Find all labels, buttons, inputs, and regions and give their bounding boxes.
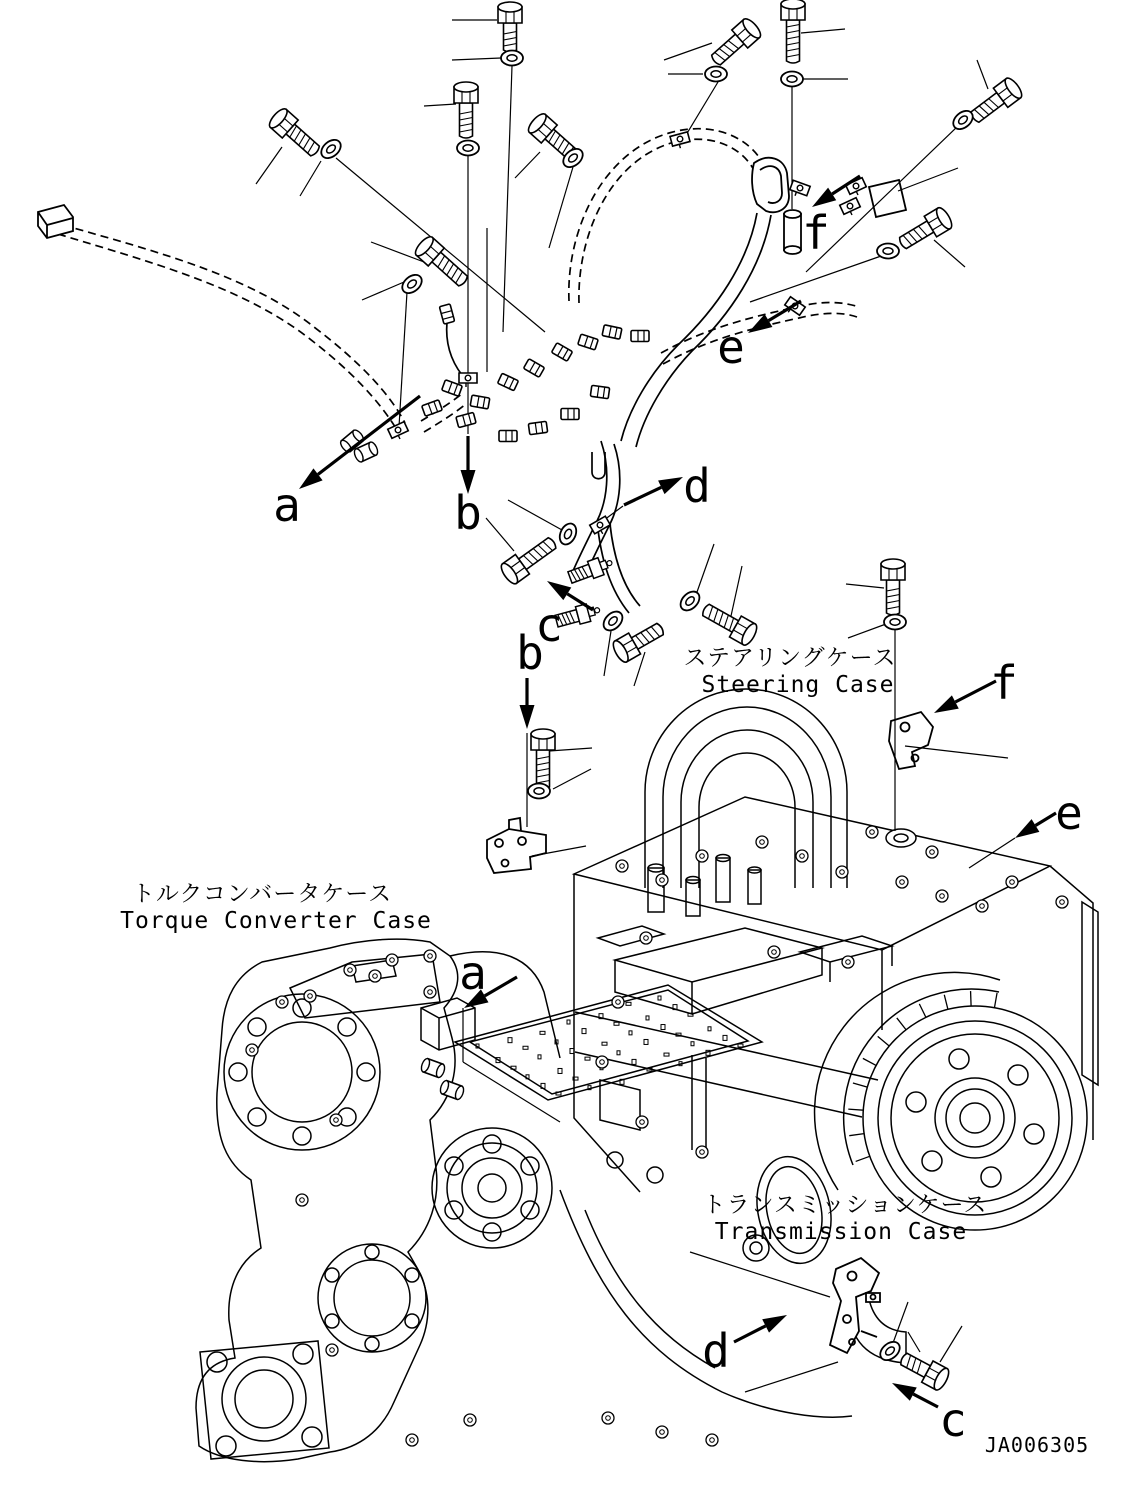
bolt-head-dot: [304, 990, 316, 1002]
bolt-head-dot: [756, 836, 768, 848]
bolt-icon: [895, 205, 954, 254]
steering-case-arch: [645, 689, 847, 888]
callout-letter: d: [683, 459, 711, 513]
connector-icon: [470, 395, 490, 409]
callout-letter: e: [717, 320, 745, 374]
bolt-head-dot: [926, 846, 938, 858]
leader-line: [940, 1326, 962, 1362]
callout-letter: f: [802, 206, 830, 260]
perforation-dot: [556, 1092, 561, 1095]
connector-icon: [498, 373, 519, 391]
bolt-head-dot: [1056, 896, 1068, 908]
leader-line: [452, 58, 501, 60]
bolt-icon: [498, 532, 560, 586]
gear-tick: [994, 993, 997, 1008]
washer-icon: [677, 588, 703, 614]
callout-arrow-shaft: [1035, 813, 1056, 826]
perforation-dot: [523, 1046, 528, 1049]
transmission-case-label-jp: トランスミッションケース: [702, 1192, 988, 1218]
washer-icon: [557, 521, 580, 547]
leader-line: [486, 518, 514, 551]
connector-icon: [528, 421, 547, 434]
washer-icon: [884, 615, 906, 630]
callout-arrow-shaft: [913, 1394, 938, 1407]
gear-tick: [863, 1058, 876, 1065]
callout-arrow-shaft: [624, 487, 661, 505]
bolt-head-dot: [369, 970, 381, 982]
callout-arrow-head: [812, 188, 836, 207]
washer-icon: [781, 72, 803, 87]
leader-line: [898, 168, 958, 191]
callout-arrow-head: [658, 477, 683, 494]
gear-tick: [856, 1156, 870, 1161]
bolt-head-dot: [706, 1434, 718, 1446]
bracket-d-tail: [861, 1331, 877, 1337]
perforation-dot: [658, 996, 661, 1000]
callout-arrow-head: [762, 1315, 787, 1333]
connector-icon: [523, 359, 544, 378]
bolt-head-dot: [1006, 876, 1018, 888]
gear-tick: [944, 995, 948, 1010]
static-parts: [38, 158, 933, 1353]
bolt-head-dot: [326, 1344, 338, 1356]
perforation-dot: [508, 1038, 512, 1043]
gear-tick: [897, 1018, 906, 1030]
perforation-dot: [617, 1051, 620, 1055]
callout-arrow-shaft: [485, 977, 517, 996]
bolt-head-dot: [896, 876, 908, 888]
leader-line: [256, 147, 282, 184]
callout-arrow-head: [1015, 819, 1039, 838]
perforation-dot: [567, 1020, 570, 1024]
perforation-dot: [691, 1042, 694, 1046]
callout-arrow-head: [934, 695, 959, 713]
callout-arrow-shaft: [734, 1326, 766, 1342]
fasteners: [267, 0, 1025, 1392]
bolt-head-dot: [936, 890, 948, 902]
leader-line: [515, 152, 540, 178]
bolt-head-dot: [616, 860, 628, 872]
gear-tick: [849, 1134, 864, 1136]
leader-line: [549, 167, 573, 248]
bolt-head-dot: [246, 1044, 258, 1056]
callout-letter: d: [702, 1324, 730, 1378]
leader-line: [300, 161, 321, 196]
leader-line: [908, 1332, 920, 1352]
bolt-head-dot: [344, 964, 356, 976]
connector-icon: [439, 304, 454, 324]
leader-line: [664, 43, 712, 60]
perforation-dot: [644, 1039, 648, 1044]
bolt-head-dot: [640, 932, 652, 944]
gear-tick: [853, 1083, 867, 1087]
bolt-icon: [531, 729, 555, 789]
perforation-dot: [629, 1031, 632, 1035]
callout-letter: f: [990, 656, 1018, 710]
bolt-icon: [781, 0, 805, 63]
bolt-head-dot: [464, 1414, 476, 1426]
connector-icon: [631, 331, 649, 342]
harness-connector-end: [38, 205, 73, 238]
clamp-icon: [388, 422, 410, 442]
leader-line: [846, 584, 884, 588]
bolt-head-dot: [424, 986, 436, 998]
bolt-head-dot: [330, 1114, 342, 1126]
callout-arrow-head: [892, 1383, 917, 1401]
leader-line: [690, 1252, 830, 1297]
transmission-body: [560, 797, 1098, 1417]
perforation-dot: [738, 1044, 743, 1047]
callout-letter: b: [516, 626, 544, 680]
bolt-head-dot: [656, 1426, 668, 1438]
washer-icon: [877, 244, 899, 259]
connector-icon: [602, 325, 622, 340]
perforation-dot: [723, 1035, 727, 1040]
bolt-head-dot: [836, 866, 848, 878]
perforation-dot: [558, 1068, 562, 1073]
grommet-icon: [420, 1057, 446, 1078]
leader-line: [362, 282, 404, 300]
leader-line: [697, 544, 714, 592]
leader-line: [463, 1062, 560, 1122]
id-flag: [869, 180, 906, 217]
text-labels: [120, 645, 1089, 1457]
leader-line: [731, 566, 742, 616]
leader-line: [686, 82, 718, 135]
bolt-head-dot: [276, 996, 288, 1008]
callout-letter: c: [939, 1393, 967, 1447]
mount-boss-hole: [894, 834, 908, 842]
leader-line: [848, 624, 886, 638]
leader-line: [969, 838, 1015, 868]
washer-icon: [318, 136, 344, 162]
transmission-case-label-en: Transmission Case: [714, 1219, 968, 1245]
perforation-dot: [602, 1042, 607, 1045]
perforation-dot: [626, 1002, 631, 1005]
torque-converter-case-label-jp: トルクコンバータケース: [131, 881, 393, 907]
bolt-icon: [707, 16, 764, 70]
callout-letter: b: [454, 486, 482, 540]
leader-line: [745, 1362, 838, 1392]
washer-icon: [705, 67, 727, 82]
bolt-head-dot: [612, 996, 624, 1008]
callout-letter: c: [535, 598, 563, 652]
connector-icon: [499, 431, 517, 442]
steering-case-label-jp: ステアリングケース: [683, 645, 897, 671]
leader-line: [604, 631, 611, 676]
clamp-icon: [846, 178, 868, 198]
washer-icon: [528, 784, 550, 799]
washer-icon: [457, 141, 479, 156]
bolt-head-dot: [602, 1412, 614, 1424]
bolt-icon: [454, 82, 478, 138]
clamp-icon: [782, 297, 805, 319]
bolt-head-dot: [842, 956, 854, 968]
callout-arrow-head: [299, 468, 323, 489]
leader-line: [905, 746, 1008, 758]
bolt-head-dot: [656, 874, 668, 886]
torque-converter-case-label-en: Torque Converter Case: [120, 908, 432, 934]
bolt-head-dot: [596, 1056, 608, 1068]
leader-line: [553, 769, 591, 789]
bolt-icon: [698, 599, 759, 648]
connector-icon: [561, 409, 579, 420]
connector-icon: [551, 343, 572, 362]
bolt-icon: [498, 2, 522, 52]
connector-icon: [578, 334, 599, 350]
perforation-dot: [582, 1029, 586, 1034]
bolt-icon: [267, 106, 325, 161]
perforation-dot: [708, 1027, 711, 1031]
bolt-head-dot: [636, 1116, 648, 1128]
callout-arrow-head: [520, 705, 535, 729]
bolt-head-dot: [796, 850, 808, 862]
connector-icon: [590, 385, 609, 398]
bolt-head-dot: [406, 1434, 418, 1446]
perforation-dot: [585, 1057, 590, 1060]
clamp-icon: [670, 132, 691, 150]
bolt-head-dot: [386, 954, 398, 966]
washer-icon: [877, 1338, 903, 1364]
perforation-dot: [646, 1016, 649, 1020]
washer-icon: [501, 51, 523, 66]
callout-arrow-shaft: [318, 396, 420, 474]
bolt-head-dot: [976, 900, 988, 912]
connector-icon: [456, 412, 476, 427]
sleeve: [784, 210, 801, 254]
washer-icon: [399, 271, 425, 297]
leader-line: [424, 104, 456, 106]
leader-line: [508, 500, 562, 530]
bolt-icon: [881, 559, 905, 615]
bolt-head-dot: [768, 946, 780, 958]
steering-case-label-en: Steering Case: [701, 672, 895, 698]
callout-letter: a: [459, 946, 487, 1000]
bolt-head-dot: [424, 950, 436, 962]
perforation-dot: [538, 1055, 541, 1059]
washer-icon: [600, 608, 626, 634]
bolt-head-dot: [296, 1194, 308, 1206]
bolt-head-dot: [696, 1146, 708, 1158]
bolt-head-dot: [696, 850, 708, 862]
clamp-icon: [840, 198, 862, 218]
gear-tick: [848, 1109, 863, 1110]
bolt-head-dot: [866, 826, 878, 838]
leader-line: [934, 240, 965, 267]
callout-letter: a: [273, 478, 301, 532]
part-code: JA006305: [984, 1433, 1090, 1457]
gear-tick: [919, 1004, 926, 1017]
gear-tick: [971, 991, 972, 1006]
leader-line: [801, 29, 845, 33]
callout-letter: e: [1055, 786, 1083, 840]
perforation-dot: [664, 1053, 669, 1056]
perforation-dot: [661, 1025, 665, 1030]
grommet-icon: [439, 1079, 465, 1100]
perforation-dot: [540, 1031, 545, 1034]
sensor-icon: [567, 554, 615, 586]
perforation-dot: [614, 1022, 619, 1025]
leader-line: [977, 60, 988, 89]
harness-solid-runs: [447, 213, 771, 613]
gear-tick: [878, 1036, 889, 1046]
perforation-dot: [632, 1059, 636, 1064]
bolt-icon: [966, 76, 1024, 128]
connector-icon: [422, 400, 443, 416]
leader-line: [503, 66, 512, 332]
